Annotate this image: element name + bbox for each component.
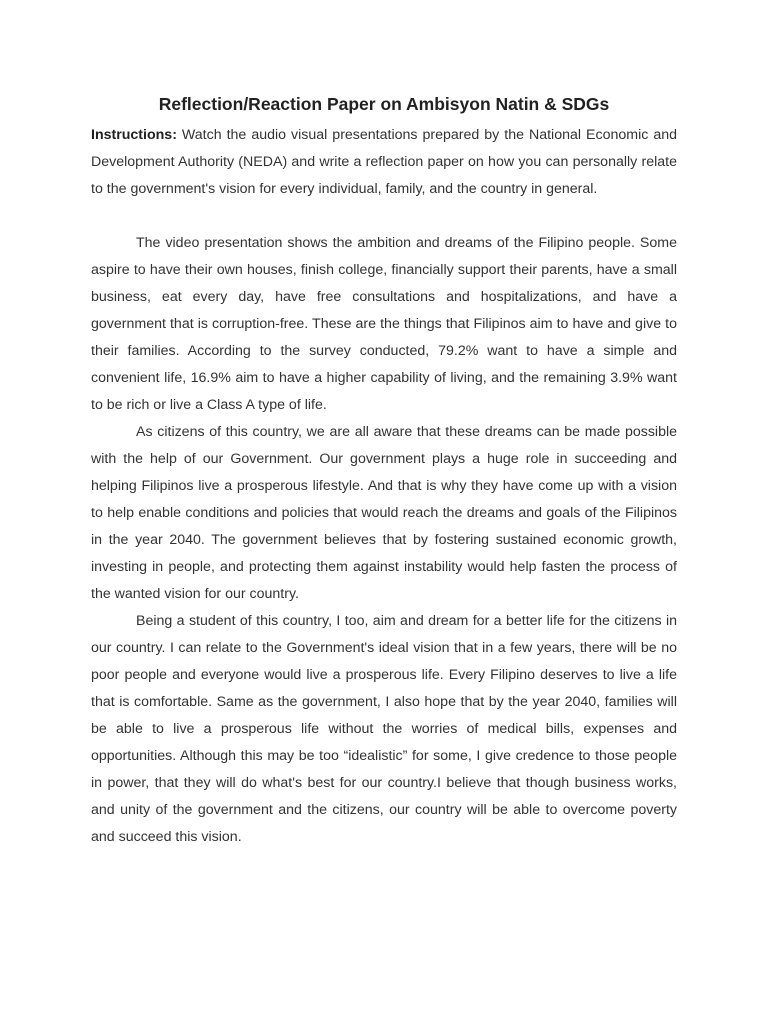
document-title: Reflection/Reaction Paper on Ambisyon Natin & SDGs [158,94,610,114]
body-paragraph-1: The video presentation shows the ambition and dreams of the Filipino people. Some aspire to have their own houses, finish college, financially support their parents, have a small business, eat every day, have free consultations and hospitalizations, and have a government that is corruption-free. These are the things that Filipinos aim to have and give to their families. According to the survey conducted, 79.2% want to have a simple and convenient life, 16.9% aim to have a higher capability of living, and the remaining 3.9% want to be rich or live a Class A type of life. [91,235,677,413]
document-body [91,122,677,851]
instructions-label: Instructions: [91,127,177,143]
instructions-text: Watch the audio visual presentations prepared by the National Economic and Development Authority (NEDA) and write a reflection paper on how you can personally relate to the government's vision for every individual, family, and the country in general. [91,127,677,197]
paragraph-spacer [91,203,677,230]
body-paragraph-3: Being a student of this country, I too, aim and dream for a better life for the citizens in our country. I can relate to the Government's ideal vision that in a few years, there will be no poor people and everyone would live a prosperous life. Every Filipino deserves to live a life that is comfortable. Same as the government, I also hope that by the year 2040, families will be able to live a prosperous life without the worries of medical bills, expenses and opportunities. Although this may be too “idealistic” for some, I give credence to those people in power, that they will do what's best for our country.I believe that though business works, and unity of the government and the citizens, our country will be able to overcome poverty and succeed this vision. [91,613,677,845]
body-paragraph-2: As citizens of this country, we are all aware that these dreams can be made possible with the help of our Government. Our government plays a huge role in succeeding and helping Filipinos live a prosperous lifestyle. And that is why they have come up with a vision to help enable conditions and policies that would reach the dreams and goals of the Filipinos in the year 2040. The government believes that by fostering sustained economic growth, investing in people, and protecting them against instability would help fasten the process of the wanted vision for our country. [91,424,677,602]
instructions-paragraph [91,122,677,203]
